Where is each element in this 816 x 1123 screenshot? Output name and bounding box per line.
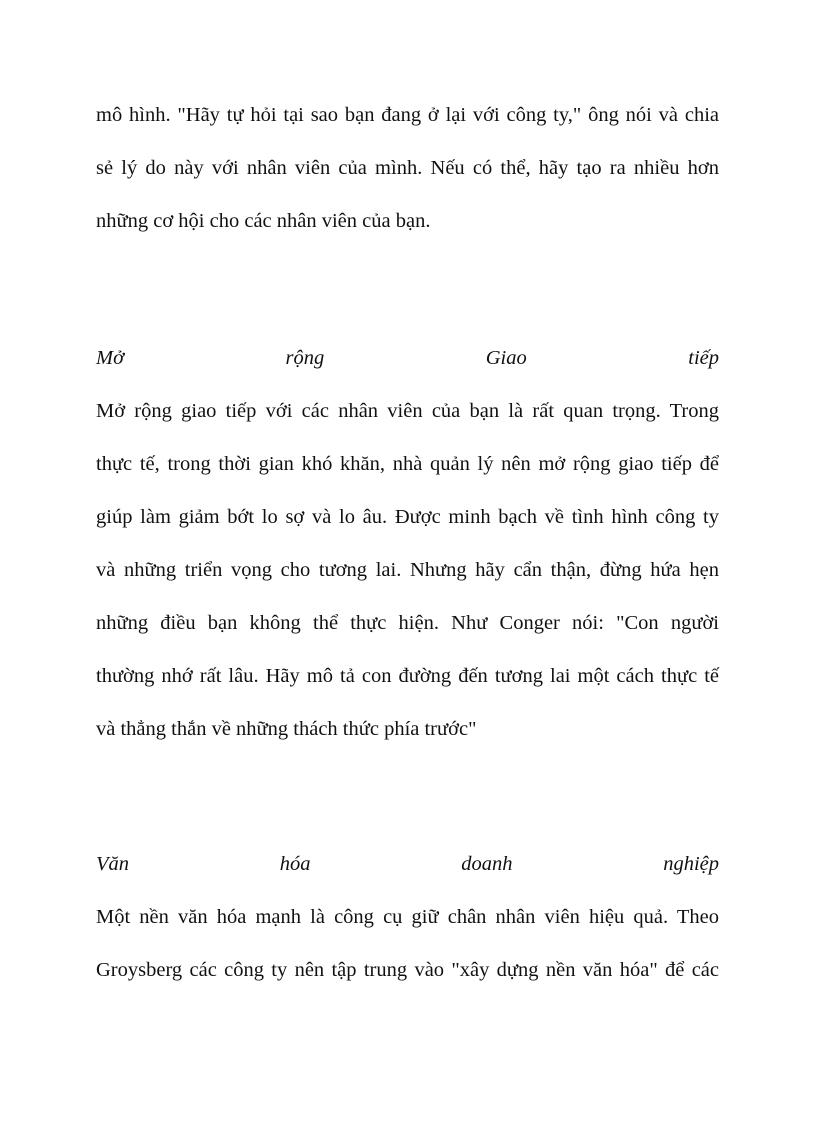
paragraph-line: và những triển vọng cho tương lai. Nhưng hãy cẩn thận, đừng hứa hẹn <box>96 559 719 581</box>
section-heading: Văn hóa doanh nghiệp <box>96 853 719 875</box>
paragraph-line: sẻ lý do này với nhân viên của mình. Nếu có thể, hãy tạo ra nhiều hơn <box>96 157 719 179</box>
paragraph-line: Mở rộng giao tiếp với các nhân viên của bạn là rất quan trọng. Trong <box>96 400 719 422</box>
paragraph-line: giúp làm giảm bớt lo sợ và lo âu. Được minh bạch về tình hình công ty <box>96 506 719 528</box>
paragraph-line: Một nền văn hóa mạnh là công cụ giữ chân nhân viên hiệu quả. Theo <box>96 906 719 928</box>
paragraph-line: thực tế, trong thời gian khó khăn, nhà quản lý nên mở rộng giao tiếp để <box>96 453 719 475</box>
paragraph-line: và thẳng thắn về những thách thức phía trước" <box>96 718 477 740</box>
paragraph-line: những cơ hội cho các nhân viên của bạn. <box>96 210 431 232</box>
section-heading: Mở rộng Giao tiếp <box>96 347 719 369</box>
paragraph-line: thường nhớ rất lâu. Hãy mô tả con đường đến tương lai một cách thực tế <box>96 665 719 687</box>
paragraph-line: những điều bạn không thể thực hiện. Như Conger nói: "Con người <box>96 612 719 634</box>
paragraph-line: mô hình. "Hãy tự hỏi tại sao bạn đang ở lại với công ty," ông nói và chia <box>96 104 719 126</box>
paragraph-line: Groysberg các công ty nên tập trung vào "xây dựng nền văn hóa" để các <box>96 959 719 981</box>
